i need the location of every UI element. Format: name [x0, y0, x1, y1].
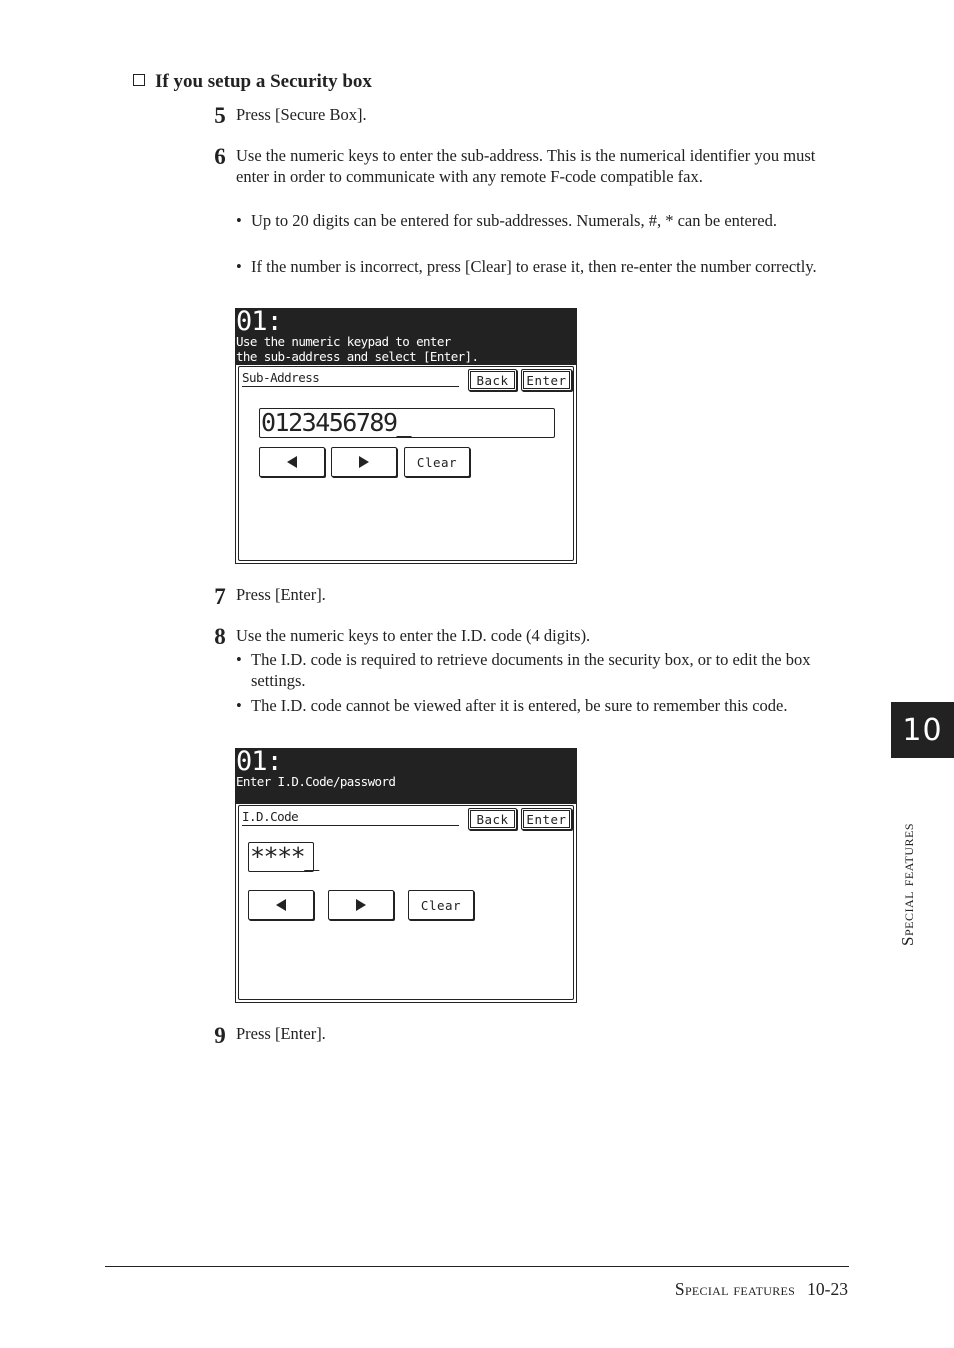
step-number: 5 — [214, 103, 226, 128]
lcd-message-line: the sub-address and select [Enter]. — [236, 349, 479, 364]
id-code-input[interactable]: ****_ — [250, 842, 318, 871]
step-text: Use the numeric keys to enter the sub-address. This is the numerical identifier you must enter in order to communicate with any remote F-code compatible fax. — [236, 146, 816, 186]
right-arrow-icon — [359, 456, 369, 468]
enter-button[interactable]: Enter — [521, 369, 572, 391]
clear-button[interactable]: Clear — [408, 890, 474, 920]
chapter-tab: 10 — [891, 702, 954, 758]
bullet-item: • Up to 20 digits can be entered for sub-addresses. Numerals, #, * can be entered. — [236, 211, 848, 232]
cursor-right-button[interactable] — [328, 890, 394, 920]
step-number: 8 — [214, 624, 226, 649]
lcd-message-line: Enter I.D.Code/password — [236, 774, 396, 789]
cursor-left-button[interactable] — [248, 890, 314, 920]
section-heading-text: If you setup a Security box — [155, 71, 372, 92]
lcd-panel — [238, 366, 574, 561]
field-label: Sub-Address — [242, 370, 320, 385]
bullet-item: • The I.D. code cannot be viewed after it is entered, be sure to remember this code. — [236, 696, 848, 717]
label-underline — [242, 386, 459, 387]
step-number: 7 — [214, 584, 226, 609]
bullet-item: • The I.D. code is required to retrieve documents in the security box, or to edit the box settings. — [236, 650, 848, 691]
enter-button[interactable]: Enter — [521, 808, 572, 830]
step-text: Press [Enter]. — [236, 1024, 326, 1043]
step-number: 9 — [214, 1023, 226, 1048]
lcd-number: 01: — [236, 746, 282, 777]
back-button[interactable]: Back — [468, 808, 517, 830]
field-label: I.D.Code — [242, 809, 299, 824]
step-number: 6 — [214, 144, 226, 169]
back-button[interactable]: Back — [468, 369, 517, 391]
cursor-right-button[interactable] — [331, 447, 397, 477]
lcd-number: 01: — [236, 306, 282, 337]
lcd-panel — [238, 805, 574, 1000]
cursor-left-button[interactable] — [259, 447, 325, 477]
left-arrow-icon — [287, 456, 297, 468]
label-underline — [242, 825, 459, 826]
lcd-screen-sub-address — [235, 308, 577, 564]
page-number: 10-23 — [807, 1279, 848, 1299]
step-text: Press [Enter]. — [236, 585, 326, 604]
left-arrow-icon — [276, 899, 286, 911]
bullet-item: • If the number is incorrect, press [Clear] to erase it, then re-enter the number correctly. — [236, 257, 848, 278]
right-arrow-icon — [356, 899, 366, 911]
footer-section: Special features — [674, 1279, 796, 1299]
footer-rule — [105, 1266, 849, 1267]
step-text: Press [Secure Box]. — [236, 105, 367, 124]
lcd-header — [236, 746, 576, 804]
step-text: Use the numeric keys to enter the I.D. code (4 digits). — [236, 626, 591, 645]
sub-address-input[interactable]: 0123456789_ — [259, 408, 555, 438]
lcd-message-line: Use the numeric keypad to enter — [236, 334, 451, 349]
clear-button[interactable]: Clear — [404, 447, 470, 477]
checkbox-square-icon — [133, 74, 145, 86]
chapter-side-label: Special features — [898, 822, 917, 946]
lcd-screen-id-code — [235, 748, 577, 1003]
page-footer — [675, 1279, 848, 1300]
section-heading — [133, 71, 372, 93]
lcd-header — [236, 306, 576, 365]
